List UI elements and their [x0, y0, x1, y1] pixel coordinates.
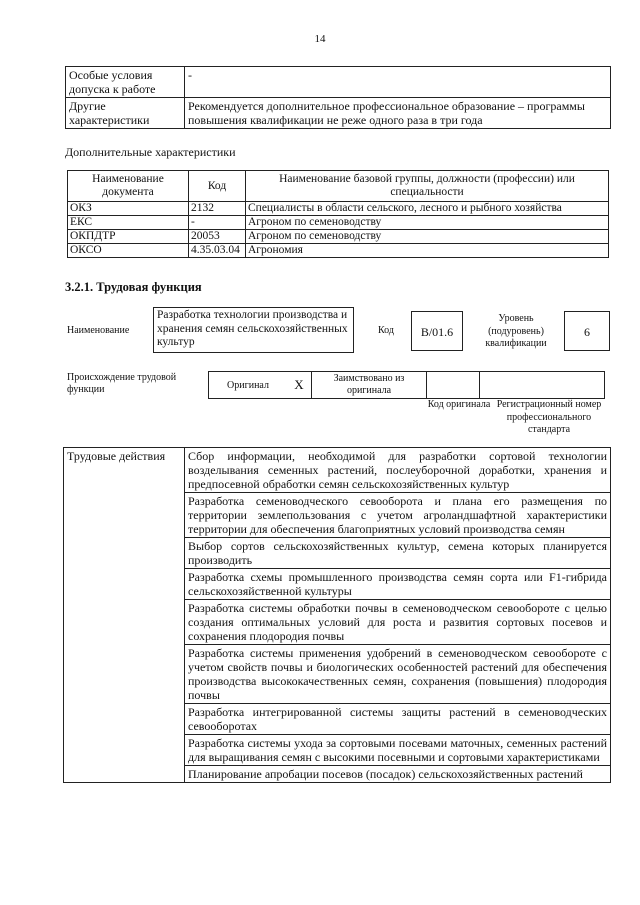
action-item: Планирование апробации посевов (посадок) сельскохозяйственных растений	[185, 766, 611, 783]
table-row	[209, 372, 605, 399]
cell-name: Агроном по семеноводству	[246, 230, 609, 244]
row-label: Особые условия допуска к работе	[66, 67, 185, 98]
original-mark: X	[287, 372, 312, 399]
row-value: Рекомендуется дополнительное профессиональное образование – программы повышения квалификации не реже одного раза в три года	[185, 98, 611, 129]
table-row	[68, 202, 609, 216]
cell-name: Агроном по семеноводству	[246, 216, 609, 230]
cell-code: 20053	[189, 230, 246, 244]
header-doc: Наименование документа	[68, 171, 189, 202]
code-original-cell	[427, 372, 480, 399]
cell-doc: ОКПДТР	[68, 230, 189, 244]
row-value: -	[185, 67, 611, 98]
table-row	[64, 448, 611, 493]
cell-doc: ЕКС	[68, 216, 189, 230]
cell-doc: ОКСО	[68, 244, 189, 258]
action-item: Выбор сортов сельскохозяйственных культур, семена которых планируется производить	[185, 538, 611, 569]
function-code-box: B/01.6	[411, 311, 463, 351]
table-row	[68, 244, 609, 258]
name-label: Наименование	[67, 325, 130, 336]
table-row	[68, 216, 609, 230]
additional-table	[67, 170, 609, 258]
function-name-box: Разработка технологии производства и хранения семян сельскохозяйственных культур	[153, 307, 354, 353]
conditions-table	[65, 66, 611, 129]
action-item: Сбор информации, необходимой для разработки сортовой технологии возделывания семенных растений, послеуборочной доработки, хранения и предпосевной обработки семян сельскохозяйственных культур	[185, 448, 611, 493]
table-row	[66, 98, 611, 129]
reg-number-label: Регистрационный номер профессионального стандарта	[496, 399, 602, 435]
original-label: Оригинал	[209, 372, 288, 399]
additional-title: Дополнительные характеристики	[65, 145, 236, 159]
table-row	[66, 67, 611, 98]
cell-name: Специалисты в области сельского, лесного и рыбного хозяйства	[246, 202, 609, 216]
table-header-row	[68, 171, 609, 202]
cell-name: Агрономия	[246, 244, 609, 258]
level-label: Уровень (подуровень) квалификации	[485, 313, 547, 349]
labor-actions-table	[63, 447, 611, 783]
actions-label: Трудовые действия	[64, 448, 185, 783]
action-item: Разработка системы обработки почвы в семеноводческом севообороте с целью создания оптимальных условий для роста и развития сортовых посевов и сохранения плодородия почвы	[185, 600, 611, 645]
table-row	[68, 230, 609, 244]
reg-number-cell	[480, 372, 605, 399]
code-original-label: Код оригинала	[427, 399, 491, 410]
page-number: 14	[314, 33, 326, 45]
borrowed-label: Заимствовано из оригинала	[312, 372, 427, 399]
section-title: 3.2.1. Трудовая функция	[65, 280, 202, 294]
action-item: Разработка системы ухода за сортовыми посевами маточных, семенных растений для выращивания семян с высокими посевными и сортовыми характеристиками	[185, 735, 611, 766]
cell-code: 4.35.03.04	[189, 244, 246, 258]
row-label: Другие характеристики	[66, 98, 185, 129]
action-item: Разработка интегрированной системы защиты растений в семеноводческих севооборотах	[185, 704, 611, 735]
header-name: Наименование базовой группы, должности (профессии) или специальности	[246, 171, 609, 202]
action-item: Разработка схемы промышленного производства семян сорта или F1-гибрида сельскохозяйственной культуры	[185, 569, 611, 600]
action-item: Разработка семеноводческого севооборота и плана его размещения по территории землепользования с учетом агроландшафтной характеристики территории для обеспечения благоприятных условий производства семян	[185, 493, 611, 538]
origin-table	[208, 371, 605, 399]
cell-code: 2132	[189, 202, 246, 216]
level-box: 6	[564, 311, 610, 351]
code-label: Код	[378, 325, 394, 336]
header-code: Код	[189, 171, 246, 202]
cell-doc: ОКЗ	[68, 202, 189, 216]
origin-label: Происхождение трудовой функции	[67, 372, 177, 395]
cell-code: -	[189, 216, 246, 230]
action-item: Разработка системы применения удобрений в семеноводческом севообороте с учетом свойств почвы и биологических особенностей растений для обеспечения производства высококачественных семян, сохранения (повышения) плодородия почвы	[185, 645, 611, 704]
